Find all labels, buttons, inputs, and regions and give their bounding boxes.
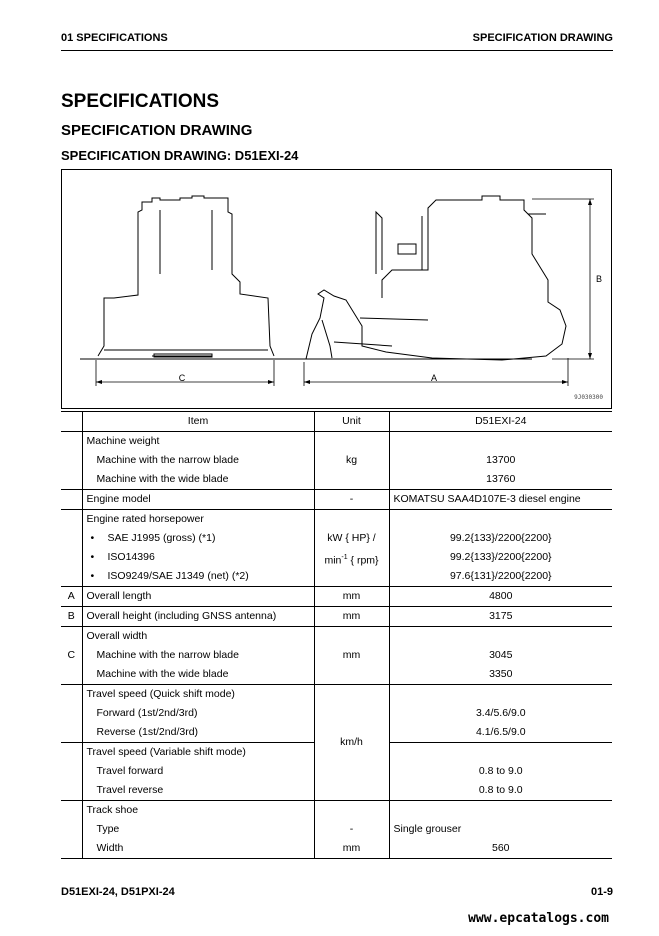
footer-model-label: D51EXI-24, D51PXI-24	[61, 886, 175, 898]
section-title: SPECIFICATION DRAWING: D51EXI-24	[61, 148, 299, 163]
dimension-code-c: C	[67, 649, 76, 661]
unit-header: Unit	[314, 412, 389, 432]
track-shoe-item: Track shoe Type Width	[82, 801, 314, 859]
watermark-text: www.epcatalogs.com	[468, 911, 609, 926]
travel-quick-item: Travel speed (Quick shift mode) Forward (1st/2nd/3rd) Reverse (1st/2nd/3rd)	[82, 685, 314, 743]
overall-height-unit: mm	[342, 610, 361, 622]
page-subtitle: SPECIFICATION DRAWING	[61, 122, 253, 139]
machine-weight-unit: kg	[314, 432, 389, 490]
code-header-cell	[61, 412, 82, 432]
drawing-id: 9J030300	[574, 394, 603, 401]
track-shoe-unit: - mm	[314, 801, 389, 859]
overall-width-unit: mm	[314, 627, 389, 685]
overall-length-label: Overall length	[86, 590, 152, 602]
dozer-drawing	[62, 170, 613, 410]
travel-speed-unit: km/h	[314, 685, 389, 801]
table-row-overall-length	[61, 587, 612, 607]
engine-model-label: Engine model	[86, 493, 151, 505]
header-topic-label: SPECIFICATION DRAWING	[472, 32, 613, 44]
overall-height-label: Overall height (including GNSS antenna)	[86, 610, 277, 622]
table-row-engine-model	[61, 490, 612, 510]
table-header-row	[61, 412, 612, 432]
list-item: • ISO14396	[90, 551, 155, 563]
engine-model-unit: -	[349, 493, 354, 505]
dimension-code-a: A	[67, 590, 75, 602]
item-header: Item	[82, 412, 314, 432]
front-view-outline	[80, 196, 532, 359]
machine-weight-value: 13700 13760	[389, 432, 612, 490]
specification-drawing	[61, 169, 612, 409]
overall-width-values: 3045 3350	[389, 627, 612, 685]
table-row-overall-height	[61, 607, 612, 627]
overall-length-unit: mm	[342, 590, 361, 602]
table-row-overall-width	[61, 627, 612, 685]
side-view-outline	[306, 196, 566, 360]
overall-height-value: 3175	[489, 610, 513, 622]
travel-quick-values: 3.4/5.6/9.0 4.1/6.5/9.0	[389, 685, 612, 743]
engine-hp-unit: kW { HP} / $\min^{-1}$ { rpm}	[314, 510, 389, 587]
table-row-machine-weight	[61, 432, 612, 490]
dimension-b-label: B	[596, 274, 603, 284]
engine-model-value: KOMATSU SAA4D107E-3 diesel engine	[393, 493, 581, 505]
overall-length-value: 4800	[489, 590, 513, 602]
header-section-label: 01 SPECIFICATIONS	[61, 32, 168, 44]
dimension-a-label: A	[430, 373, 438, 383]
table-row-travel-quick	[61, 685, 612, 743]
table-row-track-shoe	[61, 801, 612, 859]
specification-table	[61, 411, 612, 859]
page-title: SPECIFICATIONS	[61, 91, 219, 112]
table-row-engine-horsepower	[61, 510, 612, 587]
header-rule	[61, 50, 613, 51]
machine-weight-item: Machine weight Machine with the narrow blade Machine with the wide blade	[82, 432, 314, 490]
model-header: D51EXI-24	[389, 412, 612, 432]
engine-hp-item: Engine rated horsepower • SAE J1995 (gross) (*1) • ISO14396 • ISO9249/SAE J1349 (net) (*2)	[82, 510, 314, 587]
travel-variable-values: 0.8 to 9.0 0.8 to 9.0	[389, 743, 612, 801]
dimension-c-label: C	[178, 373, 186, 383]
dimension-code-b: B	[67, 610, 75, 622]
footer-page-number: 01-9	[590, 886, 613, 898]
track-shoe-values: Single grouser 560	[389, 801, 612, 859]
travel-variable-item: Travel speed (Variable shift mode) Travel forward Travel reverse	[82, 743, 314, 801]
list-item: • ISO9249/SAE J1349 (net) (*2)	[90, 570, 249, 582]
list-item: • SAE J1995 (gross) (*1)	[90, 532, 216, 544]
engine-hp-values: 99.2{133}/2200{2200} 99.2{133}/2200{2200} 97.6{131}/2200{2200}	[389, 510, 612, 587]
overall-width-item: Overall width Machine with the narrow blade Machine with the wide blade	[82, 627, 314, 685]
